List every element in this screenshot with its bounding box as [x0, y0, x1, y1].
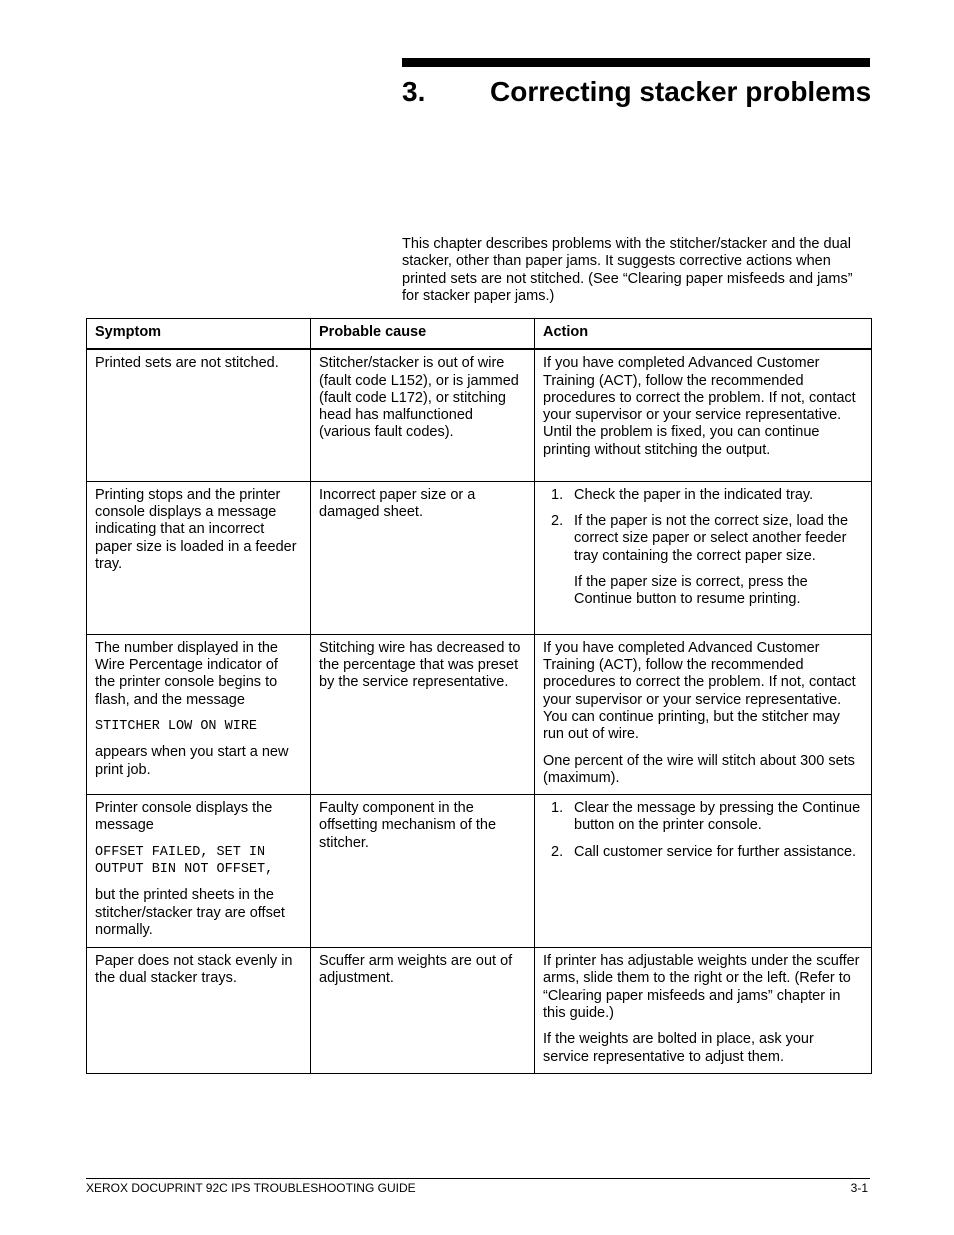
intro-paragraph: This chapter describes problems with the stitcher/stacker and the dual stacker, other than paper jams. It suggests corrective actions when printed sets are not stitched. (See “Clearing paper misfeeds and jams” for stacker paper jams.)	[402, 236, 853, 304]
step-text: Check the paper in the indicated tray.	[574, 486, 814, 503]
console-message-line: OUTPUT BIN NOT OFFSET,	[95, 862, 274, 878]
step-number: 2.	[551, 843, 564, 860]
troubleshooting-table	[86, 318, 872, 1074]
cause-cell	[311, 948, 535, 1074]
table-row	[87, 795, 872, 948]
symptom-text: Printed sets are not stitched.	[95, 355, 279, 372]
symptom-cell	[87, 795, 311, 948]
action-steps	[543, 487, 863, 565]
console-message	[95, 844, 302, 879]
cause-cell	[311, 481, 535, 634]
action-text-note: If the weights are bolted in place, ask your service representative to adjust them.	[543, 1031, 814, 1065]
step-text: Clear the message by pressing the Continue button on the printer console.	[574, 800, 861, 834]
table-row	[87, 634, 872, 794]
step-number: 2.	[551, 513, 564, 530]
action-text: If you have completed Advanced Customer Training (ACT), follow the recommended procedures to correct the problem. If not, contact your supervisor or your service representative. Until the problem is fixed, you can continue printing without stitching the output.	[543, 355, 856, 458]
action-cell	[535, 481, 872, 634]
action-cell	[535, 349, 872, 481]
symptom-cell	[87, 481, 311, 634]
list-item	[543, 800, 863, 835]
list-item	[543, 844, 863, 861]
chapter-title	[402, 74, 872, 110]
table-row	[87, 948, 872, 1074]
symptom-cell	[87, 634, 311, 794]
footer-page-number: 3-1	[850, 1181, 868, 1195]
cause-text: Stitcher/stacker is out of wire (fault code L152), or is jammed (fault code L172), or stitching head has malfunctioned (various fault codes).	[319, 355, 519, 441]
step-text: If the paper is not the correct size, load the correct size paper or select another feeder tray containing the correct paper size.	[574, 513, 849, 564]
step-note: If the paper size is correct, press the Continue button to resume printing.	[574, 573, 808, 608]
step-number: 1.	[551, 800, 564, 817]
cause-text: Faulty component in the offsetting mechanism of the stitcher.	[319, 800, 497, 851]
symptom-cell	[87, 349, 311, 481]
step-number: 1.	[551, 486, 564, 503]
action-cell	[535, 948, 872, 1074]
list-item	[543, 487, 863, 504]
symptom-text: The number displayed in the Wire Percentage indicator of the printer console begins to flash, and the message	[95, 639, 278, 708]
cause-cell	[311, 634, 535, 794]
cause-text: Stitching wire has decreased to the percentage that was preset by the service representative.	[319, 639, 521, 691]
cause-cell	[311, 795, 535, 948]
footer-rule	[86, 1178, 870, 1179]
table-row	[87, 481, 872, 634]
chapter-title-text: Correcting stacker problems	[490, 76, 872, 107]
symptom-text-continued: but the printed sheets in the stitcher/stacker tray are offset normally.	[95, 887, 285, 938]
header-symptom: Symptom	[87, 319, 311, 350]
cause-text: Scuffer arm weights are out of adjustment.	[319, 953, 513, 987]
header-probable-cause: Probable cause	[311, 319, 535, 350]
cause-cell	[311, 349, 535, 481]
cause-text: Incorrect paper size or a damaged sheet.	[319, 486, 476, 521]
console-message-line: OFFSET FAILED, SET IN	[95, 844, 266, 860]
action-text: If printer has adjustable weights under the scuffer arms, slide them to the right or the left. (Refer to “Clearing paper misfeeds and jams” chapter in this guide.)	[543, 953, 860, 1022]
action-cell	[535, 634, 872, 794]
action-steps	[543, 800, 863, 861]
console-message: STITCHER LOW ON WIRE	[95, 718, 258, 734]
symptom-text-continued: appears when you start a new print job.	[95, 744, 289, 778]
symptom-text: Printer console displays the message	[95, 800, 273, 834]
chapter-number: 3.	[402, 76, 426, 107]
action-text: If you have completed Advanced Customer Training (ACT), follow the recommended procedures to correct the problem. If not, contact your supervisor or your service representative. You can continue printing, but the stitcher may run out of wire.	[543, 639, 856, 743]
symptom-text: Paper does not stack evenly in the dual stacker trays.	[95, 953, 293, 987]
symptom-text: Printing stops and the printer console displays a message indicating that an incorrect paper size is loaded in a feeder tray.	[95, 486, 297, 572]
header-action: Action	[535, 319, 872, 350]
table-header-row	[87, 319, 872, 350]
action-text-note: One percent of the wire will stitch about 300 sets (maximum).	[543, 752, 855, 786]
list-item	[543, 513, 863, 565]
footer-guide-title: XEROX DOCUPRINT 92C IPS TROUBLESHOOTING GUIDE	[86, 1181, 416, 1195]
symptom-cell	[87, 948, 311, 1074]
table-row	[87, 349, 872, 481]
title-rule	[402, 58, 870, 67]
step-text: Call customer service for further assistance.	[574, 843, 857, 860]
action-cell	[535, 795, 872, 948]
